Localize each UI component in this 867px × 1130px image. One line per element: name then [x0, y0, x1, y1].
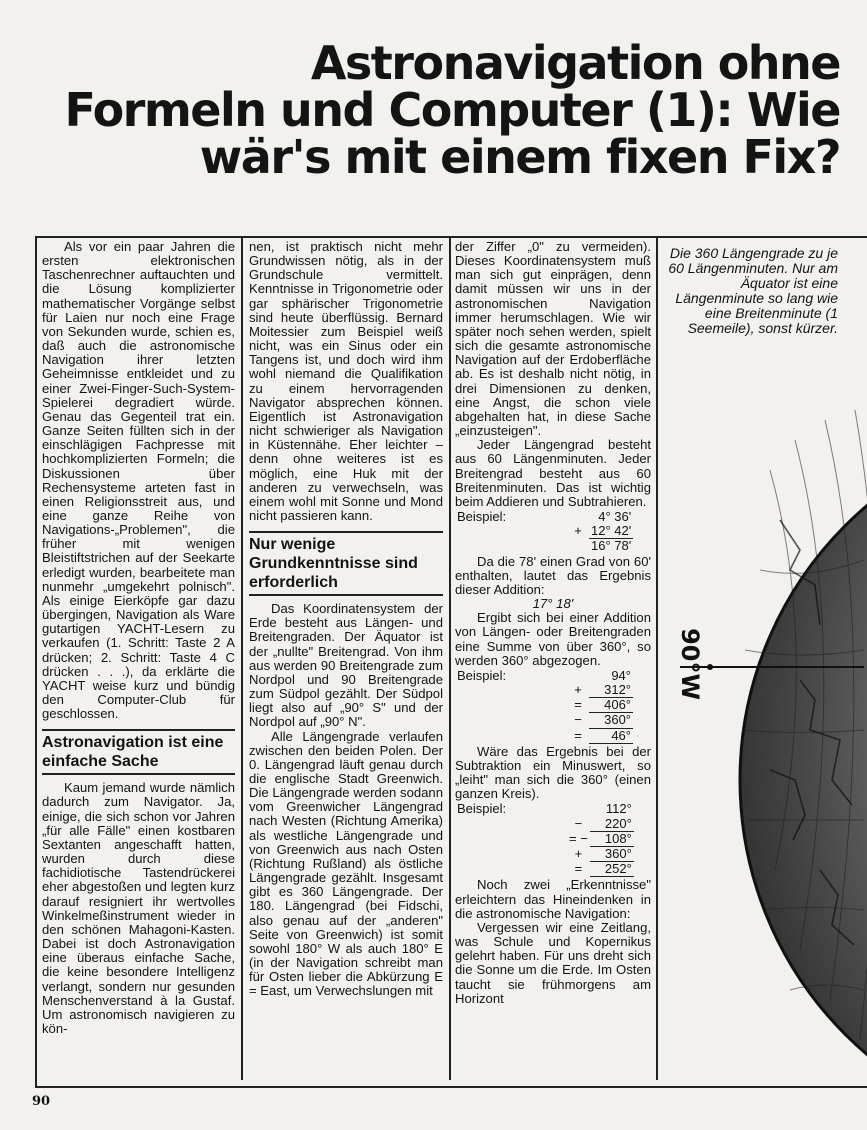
example-operator: +	[574, 682, 582, 698]
section-heading: Nur wenige Grundkenntnisse sind erforderlich	[249, 531, 443, 596]
figure-caption: Die 360 Längengrade zu je 60 Längenminuten. Nur am Äquator ist eine Längenminute so lang wie eine Breitenminute (1 Seemeile), sonst kürzer.	[668, 245, 838, 336]
example-label: Beispiel:	[457, 508, 507, 524]
example-operator: =	[574, 697, 582, 713]
globe-illustration	[675, 350, 864, 1080]
paragraph: Ergibt sich bei einer Addition von Längen- oder Breitengraden eine Summe von über 360°, so werden 360° abgezogen.	[455, 610, 651, 668]
paragraph: Als vor ein paar Jahren die ersten elektronischen Taschenrechner auftauchten und die Lösung komplizierter mathematischer Vorgänge selbst für Laien nur noch eine Frage von Sekunden wurde, schien es, daß auch die astronomische Navigation ihrer letzten Geheimnisse entkleidet und zu einer Zwei-Finger-Such-System-Spielerei degradiert würde. Genau das Gegenteil trat ein. Ganze Seiten füllten sich in der einschlägigen Fachpresse mit hochkomplizierten Formeln; die Diskussionen über Rechensysteme arteten fast in einen Religionsstreit aus, und eine ganze Reihe von Navigations-„Problemen", die früher mit wenigen Bleistiftstrichen auf der Seekarte erledigt wurden, bearbeitete man nunmehr „umgekehrt polnisch". Als einige Eierköpfe gar dazu übergingen, Navigation als Ware gutartigen YACHT-Lesern zu verkaufen (1. Schritt: Taste 2 A drücken; 2. Schritt: Taste 4 C drücken . . .), da erklärte die YACHT weise kurz und bündig den Computer-Club für geschlossen.	[42, 239, 235, 722]
example-value: 112°	[605, 801, 632, 817]
text-column-1	[42, 240, 235, 1078]
example-operator: +	[574, 523, 582, 539]
paragraph: Jeder Längengrad besteht aus 60 Längenminuten. Jeder Breitengrad besteht aus 60 Breitenminuten. Das ist wichtig beim Addieren und Subtrahieren.	[455, 437, 651, 509]
text-column-2	[249, 240, 443, 1078]
example-operator: =	[574, 861, 583, 877]
example-subtraction-degrees	[455, 802, 651, 877]
example-label: Beispiel:	[457, 801, 507, 817]
article-headline	[20, 36, 840, 184]
example-value: 406°	[589, 698, 633, 713]
example-value: 252°	[590, 862, 634, 877]
example-addition-degrees	[455, 669, 651, 744]
example-value: 12° 42'	[591, 523, 632, 539]
example-operator: −	[574, 815, 583, 831]
paragraph: Alle Längengrade verlaufen zwischen den beiden Polen. Der 0. Längengrad läuft genau durch die englische Stadt Greenwich. Die Längengrade werden sodann vom Greenwicher Längengrad nach Westen (Richtung Amerika) als westliche Längengrade und von Greenwich aus nach Osten (Richtung Rußland) als östliche Längengrade gezählt. Insgesamt gibt es 360 Längengrade. Der 180. Längengrad (bei Fidschi, also genau auf der „anderen" Seite von Greenwich) ist somit sowohl 180° W als auch 180° E (in der Navigation schreibt man für Osten lieber die Abkürzung E = East, um Verwechslungen mit	[249, 728, 443, 999]
column-divider	[449, 237, 451, 1080]
example-operator: −	[574, 712, 582, 728]
globe-meridian-label: 90°W	[675, 628, 704, 700]
headline-line-2: Formeln und Computer (1): Wie	[64, 83, 840, 137]
section-heading: Astronavigation ist eine einfache Sache	[42, 729, 235, 775]
paragraph: Wäre das Ergebnis bei der Subtraktion ein Minuswert, so „leiht" man sich die 360° (einen ganzen Kreis).	[455, 743, 651, 802]
example-value: 16° 78'	[591, 538, 632, 554]
paragraph: Vergessen wir eine Zeitlang, was Schule und Kopernikus gelehrt haben. Für uns dreht sich die Sonne um die Erde. Im Osten taucht sie frühmorgens am Horizont	[455, 919, 651, 1006]
paragraph: Kaum jemand wurde nämlich dadurch zum Navigator. Ja, einige, die sich schon vor Jahren „für alle Fälle" einen kostbaren Sextanten angeschafft hatten, wurden durch diese fachidiotische Tastendrückerei eher abgestoßen und legten kurz darauf resigniert ihr wertvolles Winkelmeßinstrument wieder in den schönen Mahagoni-Kasten. Dabei ist doch Astronavigation eine überaus einfache Sache, die keine besondere Intelligenz verlangt, sondern nur gesunden Menschenverstand à la Gustaf. Um astronomisch navigieren zu kön-	[42, 780, 235, 1036]
example-value: 360°	[590, 847, 634, 862]
page-number: 90	[32, 1094, 51, 1109]
globe-drawing	[680, 350, 864, 1080]
headline-line-1: Astronavigation ohne	[310, 36, 840, 90]
example-addition-minutes	[455, 510, 651, 554]
paragraph: nen, ist praktisch nicht mehr Grundwissen nötig, als in der Grundschule vermittelt. Kenntnisse in Trigonometrie oder gar sphärischer Trigonometrie sind heute überflüssig. Bernard Moitessier zum Beispiel weiß nicht, was ein Sinus oder ein Tangens ist, und doch wird ihm wohl niemand die Qualifikation zu einem hervorragenden Navigator absprechen können. Eigentlich ist Astronavigation nicht schwieriger als Navigation in Küstennähe. Eher leichter – denn ohne weiteres ist es möglich, eine Huk mit der anderen zu verwechseln, was einem wohl mit Sonne und Mond nicht passieren kann.	[249, 239, 443, 523]
example-operator: =	[574, 727, 582, 743]
text-column-3	[455, 240, 651, 1078]
example-label: Beispiel:	[457, 667, 507, 683]
example-value: 312°	[589, 683, 633, 698]
example-value: 4° 36'	[598, 508, 632, 524]
example-operator: = −	[569, 830, 588, 846]
paragraph: Das Koordinatensystem der Erde besteht aus Längen- und Breitengraden. Der Äquator ist der „nullte" Breitengrad. Von ihm aus werden 90 Breitengrade zum Nordpol und 90 Breitengrade zum Südpol gezählt. Der Südpol liegt also auf „90° S" und der Nordpol auf „90° N".	[249, 601, 443, 730]
paragraph: der Ziffer „0" zu vermeiden). Dieses Koordinatensystem muß man sich gut einprägen, denn damit müssen wir uns in der astronomischen Navigation immer herumschlagen. Wie wir später noch sehen werden, spielt sich die gesamte astronomische Navigation auf der Erdoberfläche ab. Es ist deshalb nicht nötig, in drei Dimensionen zu denken, eine Angst, die schon viele abgehalten hat, in diese Sache „einzusteigen".	[455, 239, 651, 439]
column-divider	[241, 237, 243, 1080]
headline-line-3: wär's mit einem fixen Fix?	[199, 130, 840, 184]
paragraph: Noch zwei „Erkenntnisse" erleichtern das Hineindenken in die astronomische Navigation:	[455, 877, 651, 921]
paragraph: Da die 78' einen Grad von 60' enthalten, lautet das Ergebnis dieser Addition:	[455, 553, 651, 597]
example-value: 46°	[589, 728, 633, 743]
example-result: 17° 18'	[532, 596, 574, 612]
example-operator: +	[574, 846, 583, 862]
example-value: 360°	[589, 713, 633, 728]
column-divider	[656, 237, 658, 1080]
example-value: 94°	[611, 667, 631, 683]
example-value: 108°	[590, 831, 634, 846]
example-value: 220°	[590, 817, 634, 832]
